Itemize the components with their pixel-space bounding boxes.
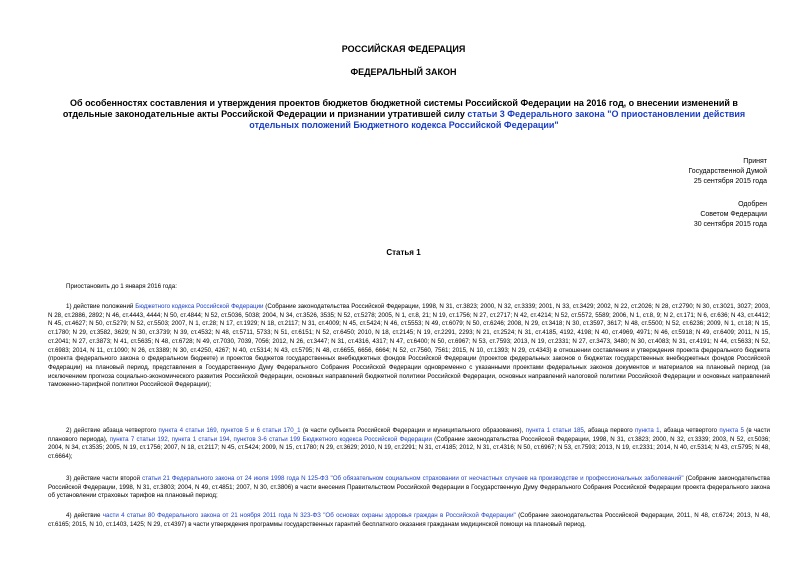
accepted-block (688, 157, 767, 187)
article-heading: Статья 1 (386, 248, 421, 257)
item-2-text-1: (в части субъекта Российской Федерации и муниципального образования), (300, 427, 526, 434)
item-3-text: (Собрание законодательства Российской Федерации, 1998, N 31, ст.3803; 2004, N 49, ст.4851; 2007, N 30, ст.3806) в части внесения Правительством Российской Федерации в Государственную Думу Федерального Собрания Российской Федерации проекта федерального закона об установлении страховых тарифов на плановый период; (48, 475, 770, 500)
accepted-line-3: 25 сентября 2015 года (693, 178, 767, 185)
article-intro: Приостановить до 1 января 2016 года: (66, 283, 177, 290)
item-4-prefix: 4) действие (66, 512, 103, 519)
doc-type-heading: ФЕДЕРАЛЬНЫЙ ЗАКОН (350, 67, 457, 77)
item-1-prefix: 1) действие положений (66, 303, 136, 310)
approved-line-1: Одобрен (738, 201, 767, 208)
item-2-link-3[interactable]: пункта 1 (635, 427, 660, 434)
country-heading: РОССИЙСКАЯ ФЕДЕРАЦИЯ (341, 44, 466, 54)
item-2-link-1[interactable]: пункта 4 статьи 169, пунктов 5 и 6 статьи 170_1 (158, 427, 301, 434)
approved-block (694, 200, 767, 230)
accepted-line-1: Принят (743, 158, 767, 165)
item-2-link-4[interactable]: пункта 5 (719, 427, 744, 434)
article-item-3 (48, 475, 770, 501)
item-3-link[interactable]: статьи 21 Федерального закона от 24 июля 1998 года N 125-ФЗ "Об обязательном социальном страховании от несчастных случаев на производстве и профессиональных заболеваний" (142, 475, 684, 482)
item-2-text-4: (в части планового периода), (48, 427, 770, 443)
item-2-text-5: (Собрание законодательства Российской Федерации, 1998, N 31, ст.3823; 2000, N 32, ст.3339; 2003, N 52, ст.5036; 2004, N 34, ст.3535; 2005, N 19, ст.1756; 2007, N 18, ст.2117; N 45, ст.5424; 2009, N 15, ст.1780; N 29, ст.3629; 2010, N 19, ст.2291; N 31, ст.4185; 2012, N 31, ст.4316; N 50, ст.6967; N 53, ст.7593; 2013, N 19, ст.2331; 2014, N 40, ст.5314; N 43, ст.5795; N 48, ст.6664); (48, 435, 771, 461)
approved-line-2: Советом Федерации (700, 211, 767, 218)
item-2-link-5[interactable]: пункта 7 статьи 192, пункта 1 статьи 194, пунктов 3-6 статьи 199 Бюджетного кодекса Российской Федерации (109, 435, 432, 443)
item-1-text: (Собрание законодательства Российской Федерации, 1998, N 31, ст.3823; 2000, N 32, ст.3339; 2001, N 33, ст.3429; 2002, N 22, ст.2026; N 28, ст.2790; N 30, ст.3021, 3027; 2003, N 28, ст.2886, 2892; N 46, ст.4443, 4444; N 50, ст.4844; N 52, ст.5036, 5038; 2004, N 34, ст.3526, 3535; N 52, ст.5278; 2005, N 1, ст.8, 21; N 19, ст.1756; N 27, ст.2717; N 42, ст.4214; N 52, ст.5572, 5589; 2006, N 1, ст.8, 9; N 2, ст.171; N 6, ст.636; N 43, ст.4412; N 45, ст.4627; N 50, ст.5279; N 52, ст.5503; 2007, N 1, ст.28; N 17, ст.1929; N 18, ст.2117; N 31, ст.4009; N 45, ст.5424; N 46, ст.5553; N 49, ст.6079; N 50, ст.6246; 2008, N 29, ст.3418; N 30, ст.3597, 3617; N 48, ст.5500; N 52, ст.6236; 2009, N 1, ст.18; N 15, ст.1780; N 29, ст.3582, 3629; N 30, ст.3739; N 39, ст.4532; N 48, ст.5711, 5733; N 51, ст.6151; N 52, ст.6450; 2010, N 18, ст.2145; N 19, ст.2291, 2293; N 21, ст.2524; N 31, ст.4185, 4192, 4198; N 40, ст.4969, 4971; N 46, ст.5918; N 49, ст.6409; 2011, N 15, ст.2041; N 27, ст.3873; N 41, ст.5635; N 48, ст.6728; N 49, ст.7030, 7039, 7056; 2012, N 26, ст.3447; N 31, ст.4316, 4317; N 47, ст.6400; N 50, ст.6967; N 53, ст.7593; 2013, N 19, ст.2331; N 27, ст.3473, 3480; N 30, ст.4083; N 31, ст.4191; N 44, ст.5633; N 52, ст.6983; 2014, N 11, ст.1090; N 26, ст.3389; N 30, ст.4250, 4267; N 40, ст.5314; N 43, ст.5795; N 48, ст.6655, 6656, 6664; N 52, ст.7560, 7561; 2015, N 10, ст.1393; N 29, ст.4343) в отношении составления и утверждения проекта федерального бюджета (проекта федерального закона о федеральном бюджете) и проектов бюджетов государственных внебюджетных фондов Российской Федерации (проектов федеральных законов о бюджетах государственных внебюджетных фондов Российской Федерации) на плановый период, представления в Государственную Думу Федерального Собрания Российской Федерации одновременно с указанными проектами федеральных законов документов и материалов на плановый период (за исключением прогноза социально-экономического развития Российской Федерации, основных направлений бюджетной политики Российской Федерации, основных направлений налоговой политики Российской Федерации и основных направлений таможенно-тарифной политики Российской Федерации); (48, 303, 770, 389)
item-2-text-2: , абзаца первого (583, 427, 636, 434)
article-item-2 (48, 427, 770, 462)
accepted-line-2: Государственной Думой (688, 168, 767, 175)
approved-line-3: 30 сентября 2015 года (693, 221, 767, 228)
item-1-link[interactable]: Бюджетного кодекса Российской Федерации (135, 303, 264, 310)
law-title (48, 98, 760, 131)
article-item-1 (48, 303, 770, 390)
law-title-link[interactable]: статьи 3 Федерального закона "О приостановлении действия отдельных положений Бюджетного кодекса Российской Федерации" (249, 109, 746, 130)
item-4-link[interactable]: части 4 статьи 80 Федерального закона от 21 ноября 2011 года N 323-ФЗ "Об основах охраны здоровья граждан в Российской Федерации" (102, 512, 516, 519)
law-title-text: Об особенностях составления и утверждения проектов бюджетов бюджетной системы Российской Федерации на 2016 год, о внесении изменений в отдельные законодательные акты Российской Федерации и признании утратившей силу (62, 98, 738, 119)
article-item-4 (48, 512, 770, 529)
item-2-link-2[interactable]: пункта 1 статьи 185 (525, 427, 584, 434)
item-4-text: (Собрание законодательства Российской Федерации, 2011, N 48, ст.6724; 2013, N 48, ст.6165; 2015, N 10, ст.1403, 1425; N 29, ст.4397) в части утверждения программы государственных гарантий бесплатного оказания гражданам медицинской помощи на плановый период. (48, 512, 770, 528)
item-2-text-3: , абзаца четвертого (659, 427, 720, 434)
item-3-prefix: 3) действие части второй (66, 475, 143, 482)
item-2-prefix: 2) действие абзаца четвертого (66, 427, 159, 434)
